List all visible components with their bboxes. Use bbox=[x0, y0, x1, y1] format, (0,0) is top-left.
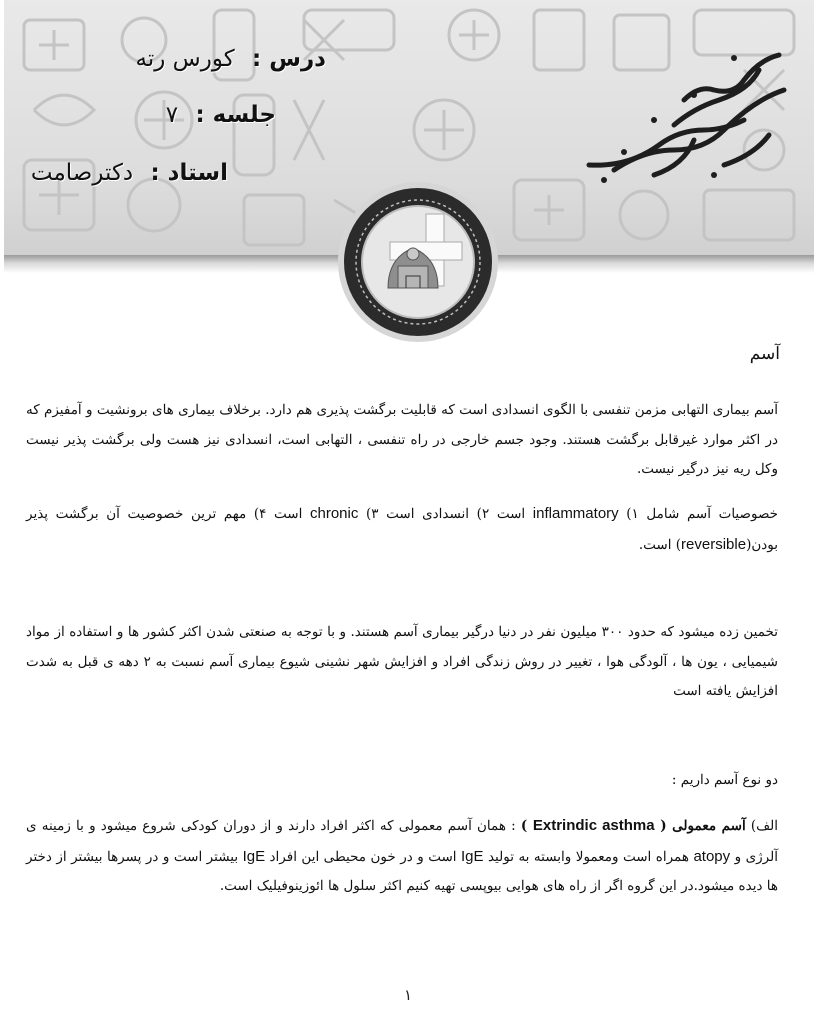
session-line bbox=[166, 102, 276, 128]
features-text-3: است ۴) مهم ترین خصوصیت آن برگشت پذیر بودن( bbox=[26, 506, 778, 553]
paragraph-extrinsic-asthma bbox=[26, 811, 778, 902]
term-extrindic-asthma: Extrindic asthma bbox=[532, 817, 655, 834]
features-text-4: ) است. bbox=[638, 536, 682, 553]
paragraph-types-intro: دو نوع آسم داریم : bbox=[671, 772, 778, 788]
term-reversible: reversible bbox=[681, 535, 747, 553]
course-label: درس : bbox=[252, 46, 326, 72]
teacher-line bbox=[31, 160, 228, 186]
type-a-text-4: بیشتر است و در پسرها بیشتر از دختر ها دیده میشود.در این گروه اگر از راه های هوایی بیوپسی تهیه کنیم اکثر سلول ها ائوزینوفیلیک است. bbox=[26, 848, 778, 894]
term-ige-2: IgE bbox=[242, 847, 266, 865]
teacher-label: استاد : bbox=[150, 160, 228, 186]
type-a-title-close: ) bbox=[520, 818, 533, 834]
section-heading: آسم bbox=[749, 344, 780, 364]
type-a-text-1: : همان آسم معمولی که اکثر افراد دارند و از دوران کودکی شروع میشود و با زمینه ی آلرژی و bbox=[26, 818, 778, 865]
term-chronic: chronic bbox=[310, 505, 359, 522]
term-ige-1: IgE bbox=[460, 847, 484, 865]
type-a-text-3: است و در خون محیطی این افراد bbox=[265, 848, 461, 865]
session-label: جلسه : bbox=[195, 102, 276, 128]
page-number: ۱ bbox=[403, 986, 413, 1004]
course-value: کورس رته bbox=[135, 46, 235, 72]
paragraph-definition: آسم بیماری التهابی مزمن تنفسی با الگوی انسدادی است که قابلیت برگشت پذیری هم دارد. برخلاف بیماری های برونشیت و آمفیزم که در اکثر موارد غیرقابل برگشت هستند. وجود جسم خارجی در راه تنفسی ، التهابی است، انسدادی نیز هست ولی برگشت پذیر نیست وکل ریه نیز درگیر نیست. bbox=[26, 402, 778, 477]
type-a-prefix: الف) bbox=[745, 818, 778, 834]
paragraph-prevalence: تخمین زده میشود که حدود ۳۰۰ میلیون نفر در دنیا درگیر بیماری آسم هستند. و با توجه به صنعتی شدن اکثر کشور ها و استفاده از مواد شیمیایی ، یون ها ، آلودگی هوا ، تغییر در روش زندگی افراد و افزایش شهر نشینی شیوع بیماری آسم نسبت به ۲ دهه ی قبل به شدت افزایش یافته است bbox=[26, 624, 778, 699]
term-inflammatory: inflammatory bbox=[532, 505, 619, 522]
teacher-value: دکترصامت bbox=[30, 160, 134, 186]
course-line bbox=[136, 46, 326, 72]
features-text-1: خصوصیات آسم شامل ۱) bbox=[618, 506, 778, 522]
features-text-2: است ۲) انسدادی است ۳) bbox=[358, 506, 533, 522]
type-a-title: آسم معمولی ( bbox=[654, 818, 746, 834]
paragraph-features bbox=[26, 499, 778, 560]
calligraphy-logo bbox=[544, 40, 794, 190]
term-atopy: atopy bbox=[693, 847, 731, 865]
type-a-text-2: همراه است ومعمولا وابسته به تولید bbox=[483, 848, 694, 865]
session-value: ۷ bbox=[165, 102, 179, 128]
university-emblem-icon bbox=[328, 180, 508, 345]
